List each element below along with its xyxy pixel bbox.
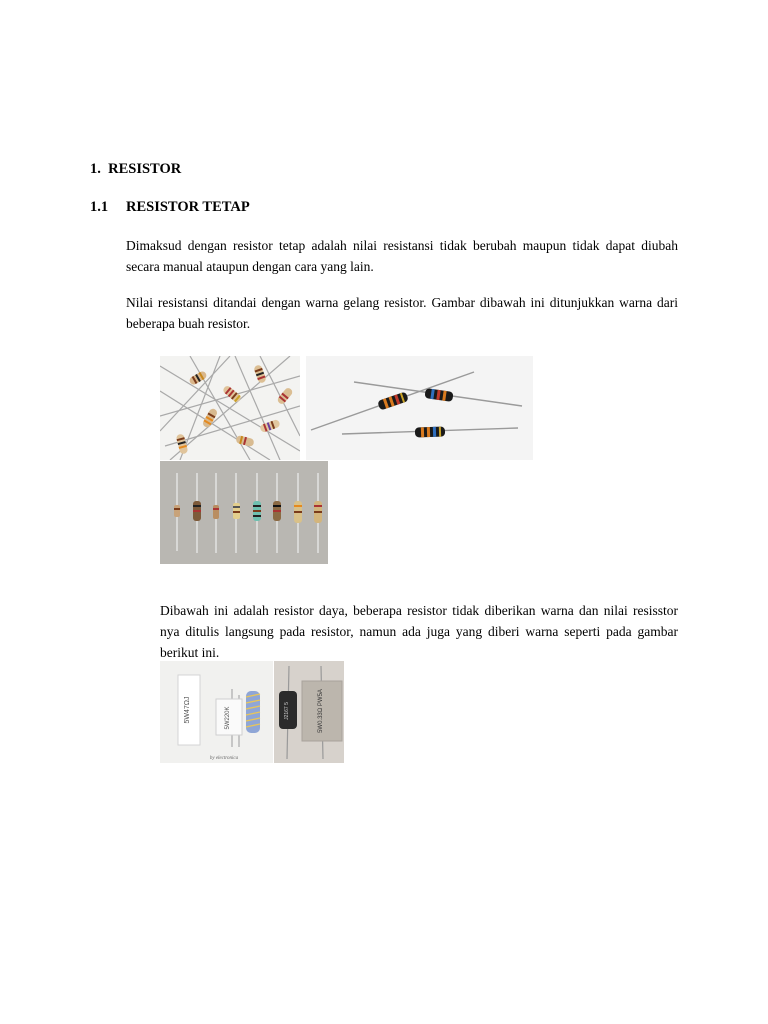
photo-power-resistors-dark xyxy=(274,661,344,763)
subsection-title: RESISTOR TETAP xyxy=(126,199,250,215)
marking-grey-resistor: 5W0.33Ω PW5A xyxy=(318,689,324,733)
marking-black-resistor: J2167 5 xyxy=(284,702,290,720)
paragraph-power-resistor: Dibawah ini adalah resistor daya, beberapa resistor tidak diberikan warna dan nilai resisstor nya ditulis langsung pada resistor, namun ada juga yang diberi warna seperti pada gambar berikut ini. xyxy=(160,603,678,660)
marking-5w47: 5W47ΩJ xyxy=(184,696,191,724)
photo-resistor-pile xyxy=(160,356,300,460)
section-heading xyxy=(90,161,181,178)
photo-three-resistors xyxy=(306,356,533,460)
section-title: RESISTOR xyxy=(108,161,182,177)
subsection-number: 1.1 xyxy=(90,199,109,215)
photo-credit: by electronica xyxy=(209,756,239,761)
paragraph-color-bands: Nilai resistansi ditandai dengan warna gelang resistor. Gambar dibawah ini ditunjukkan warna dari beberapa buah resistor. xyxy=(126,295,678,331)
section-number: 1. xyxy=(90,161,101,177)
marking-5w220k: 5W220K xyxy=(225,706,231,730)
photo-ceramic-power-resistors xyxy=(160,661,273,763)
photo-resistor-row xyxy=(160,461,328,564)
paragraph-fixed-resistor-definition: Dimaksud dengan resistor tetap adalah nilai resistansi tidak berubah maupun tidak dapat diubah secara manual ataupun dengan cara yang lain. xyxy=(126,238,678,274)
